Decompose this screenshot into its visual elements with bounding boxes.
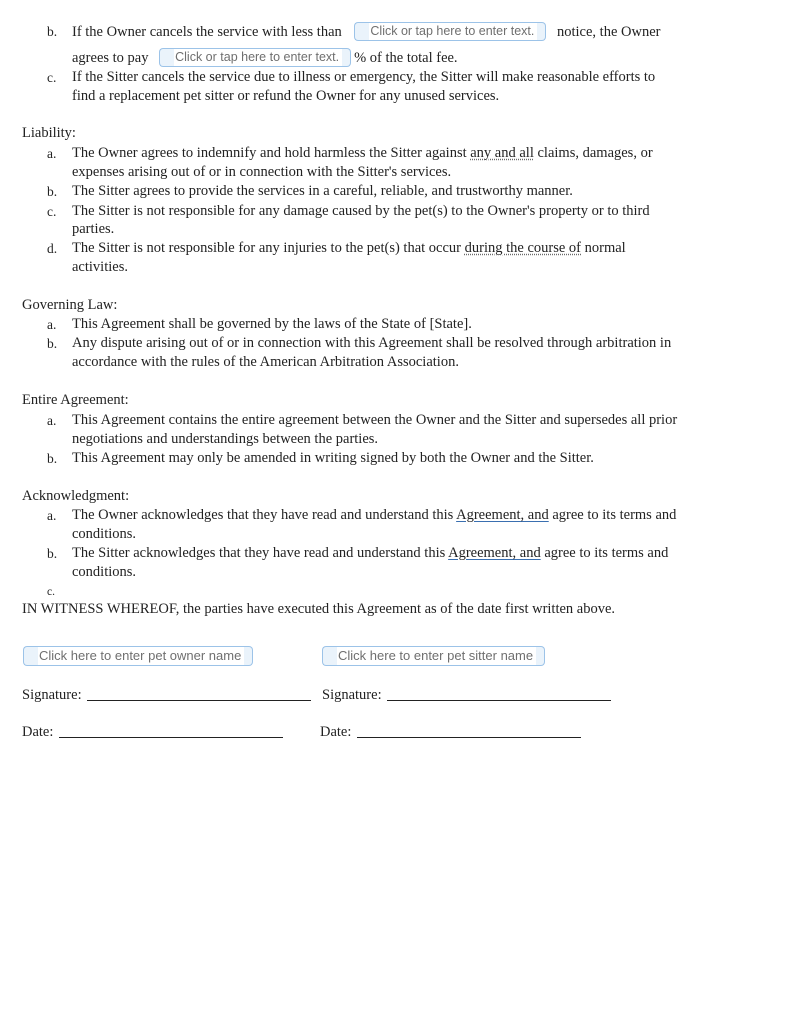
acknowledgment-a-line2: conditions. <box>72 526 137 542</box>
list-letter: b. <box>47 24 58 39</box>
liability-d-line1: The Sitter is not responsible for any injuries to the pet(s) that occur during the course of normal <box>72 240 626 256</box>
grammar-flag[interactable]: any and all <box>470 145 534 161</box>
sitter-signature-row <box>322 686 611 705</box>
date-label: Date: <box>320 724 352 740</box>
liability-a-line1: The Owner agrees to indemnify and hold harmless the Sitter against any and all claims, damages, or <box>72 145 653 161</box>
section-heading-governing-law: Governing Law: <box>22 297 118 313</box>
fee-percent-field[interactable]: Click or tap here to enter text. <box>164 48 346 67</box>
list-letter: b. <box>47 184 58 199</box>
list-letter: a. <box>47 146 57 161</box>
list-letter: a. <box>47 317 57 332</box>
liability-a-line2: expenses arising out of or in connection with the Sitter's services. <box>72 164 452 180</box>
cancellation-b-line2 <box>72 48 458 68</box>
list-letter: c. <box>47 586 55 598</box>
cancellation-c-line2: find a replacement pet sitter or refund the Owner for any unused services. <box>72 88 500 104</box>
acknowledgment-b-line1: The Sitter acknowledges that they have read and understand this Agreement, and agree to its terms and <box>72 545 669 561</box>
notice-period-field[interactable]: Click or tap here to enter text. <box>359 22 541 41</box>
owner-name-field[interactable]: Click here to enter pet owner name <box>28 646 248 666</box>
list-letter: b. <box>47 336 58 351</box>
liability-c-line2: parties. <box>72 221 115 237</box>
date-label: Date: <box>22 724 54 740</box>
liability-c-line1: The Sitter is not responsible for any damage caused by the pet(s) to the Owner's property or to third <box>72 203 650 219</box>
section-heading-acknowledgment: Acknowledgment: <box>22 488 130 504</box>
signature-label: Signature: <box>22 687 82 703</box>
entire-agreement-b-line1: This Agreement may only be amended in writing signed by both the Owner and the Sitter. <box>72 450 594 466</box>
sitter-name-field[interactable]: Click here to enter pet sitter name <box>327 646 540 666</box>
owner-signature-row <box>22 686 311 705</box>
cancellation-b-text: % of the total fee. <box>354 50 458 66</box>
governing-law-a-line1: This Agreement shall be governed by the laws of the State of [State]. <box>72 316 472 332</box>
entire-agreement-a-line1: This Agreement contains the entire agreement between the Owner and the Sitter and supersedes all prior <box>72 412 678 428</box>
cancellation-b-text: If the Owner cancels the service with less than <box>72 24 342 40</box>
section-heading-liability: Liability: <box>22 125 76 141</box>
liability-b-line1: The Sitter agrees to provide the services in a careful, reliable, and trustworthy manner. <box>72 183 573 199</box>
list-letter: b. <box>47 451 58 466</box>
owner-name-row <box>28 646 248 667</box>
list-letter: b. <box>47 546 58 561</box>
owner-signature-line[interactable] <box>87 700 311 701</box>
grammar-flag[interactable]: during the course of <box>464 240 581 256</box>
list-letter: d. <box>47 241 58 256</box>
sitter-date-line[interactable] <box>357 737 581 738</box>
signature-label: Signature: <box>322 687 382 703</box>
owner-date-line[interactable] <box>59 737 283 738</box>
sitter-name-row <box>327 646 540 667</box>
list-letter: a. <box>47 413 57 428</box>
list-letter: c. <box>47 204 57 219</box>
entire-agreement-a-line2: negotiations and understandings between the parties. <box>72 431 379 447</box>
section-heading-entire-agreement: Entire Agreement: <box>22 392 129 408</box>
acknowledgment-b-line2: conditions. <box>72 564 137 580</box>
cancellation-b-line1 <box>72 22 660 42</box>
list-letter: c. <box>47 70 57 85</box>
grammar-flag[interactable]: Agreement, and <box>456 507 549 523</box>
list-letter: a. <box>47 508 57 523</box>
owner-date-row <box>22 723 283 742</box>
governing-law-b-line2: accordance with the rules of the American Arbitration Association. <box>72 354 459 370</box>
sitter-date-row <box>320 723 581 742</box>
sitter-signature-line[interactable] <box>387 700 611 701</box>
grammar-flag[interactable]: Agreement, and <box>448 545 541 561</box>
cancellation-b-text: agrees to pay <box>72 50 149 66</box>
witness-statement: IN WITNESS WHEREOF, the parties have executed this Agreement as of the date first written above. <box>22 601 616 617</box>
cancellation-c-line1: If the Sitter cancels the service due to illness or emergency, the Sitter will make reasonable efforts to <box>72 69 656 85</box>
cancellation-b-text: notice, the Owner <box>556 24 661 40</box>
liability-d-line2: activities. <box>72 259 128 275</box>
governing-law-b-line1: Any dispute arising out of or in connection with this Agreement shall be resolved through arbitration in <box>72 335 672 351</box>
acknowledgment-a-line1: The Owner acknowledges that they have read and understand this Agreement, and agree to its terms and <box>72 507 677 523</box>
